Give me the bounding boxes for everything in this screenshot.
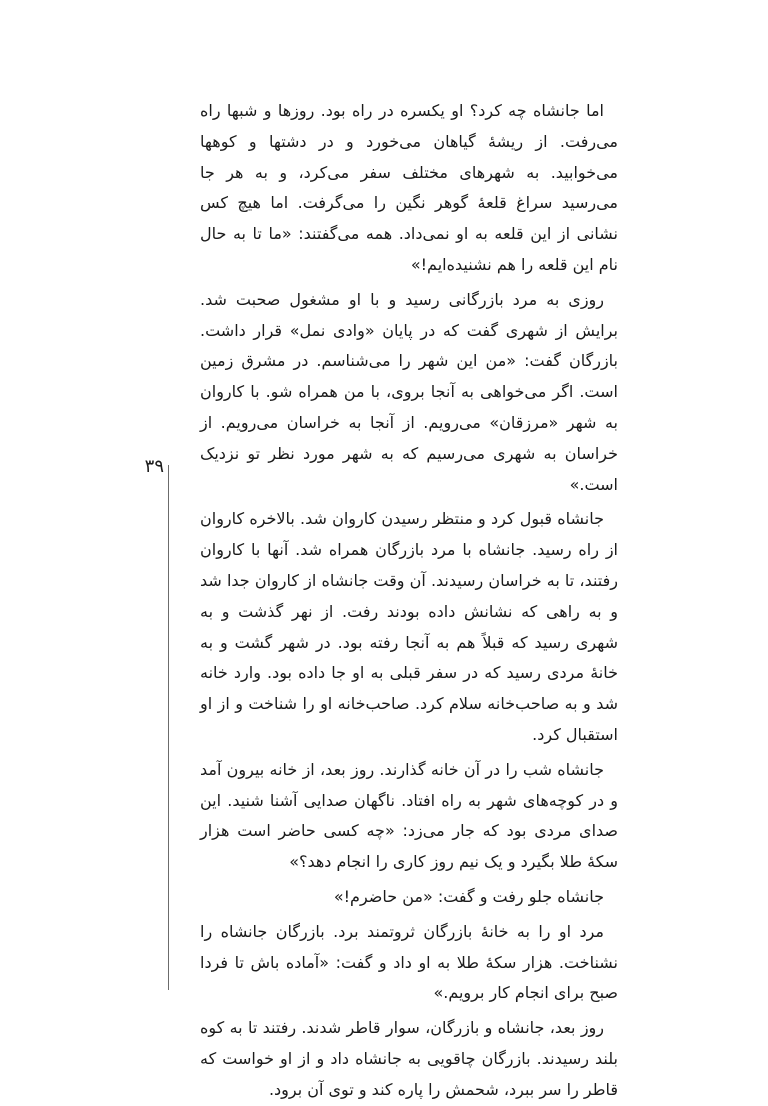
paragraph-4: جانشاه شب را در آن خانه گذارند. روز بعد، از خانه بیرون آمد و در کوچه‌های شهر به راه افتاد. ناگهان صدایی آشنا شنید. این صدای مردی بود که جار می‌زد: «چه کسی حاضر است هزار سکهٔ طلا بگیرد و یک نیم روز کاری را انجام دهد؟» [200, 759, 618, 872]
paragraph-3: جانشاه قبول کرد و منتظر رسیدن کاروان شد. بالاخره کاروان از راه رسید. جانشاه با مرد بازرگان همراه شد. آنها با کاروان رفتند، تا به خراسان رسیدند. آن وقت جانشاه از کاروان جدا شد و به راهی که نشانش داده بودند رفت. از نهر گذشت و به شهری رسید که قبلاً هم به آنجا رفته بود. در شهر گشت و به خانهٔ مردی رسید که در سفر قبلی به او جا داده بود. وارد خانه شد و به صاحب‌خانه سلام کرد. صاحب‌خانه او را شناخت و از او استقبال کرد. [200, 509, 618, 744]
body-text [200, 96, 618, 1106]
paragraph-7: روز بعد، جانشاه و بازرگان، سوار قاطر شدند. رفتند تا به کوه بلند رسیدند. بازرگان چاقویی به جانشاه داد و از او خواست که قاطر را سر ببرد، شحمش را پاره کند و توی آن برود. [200, 1018, 618, 1099]
paragraph-1: اما جانشاه چه کرد؟ او یکسره در راه بود. روزها و شبها راه می‌رفت. از ریشهٔ گیاهان می‌خورد و در دشتها و کوهها می‌خوابید. به شهرهای مختلف سفر می‌کرد، و به هر جا می‌رسید سراغ قلعهٔ گوهر نگین را می‌گرفت. اما هیچ کس نشانی از این قلعه به او نمی‌داد. همه می‌گفتند: «ما تا به حال نام این قلعه را هم نشنیده‌ایم!» [200, 101, 618, 274]
page-number: ۳۹ [144, 456, 164, 477]
paragraph-5: جانشاه جلو رفت و گفت: «من حاضرم!» [333, 886, 604, 906]
paragraph-6: مرد او را به خانهٔ بازرگان ثروتمند برد. بازرگان جانشاه را نشناخت. هزار سکهٔ طلا به او داد و گفت: «آماده باش تا فردا صبح برای انجام کار برویم.» [200, 921, 618, 1003]
margin-divider-line [168, 465, 169, 990]
paragraph-2: روزی به مرد بازرگانی رسید و با او مشغول صحبت شد. برایش از شهری گفت که در پایان «وادی نمل» قرار داشت. بازرگان گفت: «من این شهر را می‌شناسم. در مشرق زمین است. اگر می‌خواهی به آنجا بروی، با من همراه شو. با کاروان به شهر «مرزقان» می‌رویم. از آنجا به خراسان می‌رویم. از خراسان به شهری می‌رسیم که به شهر مورد نظر تو نزدیک است.» [200, 289, 618, 494]
